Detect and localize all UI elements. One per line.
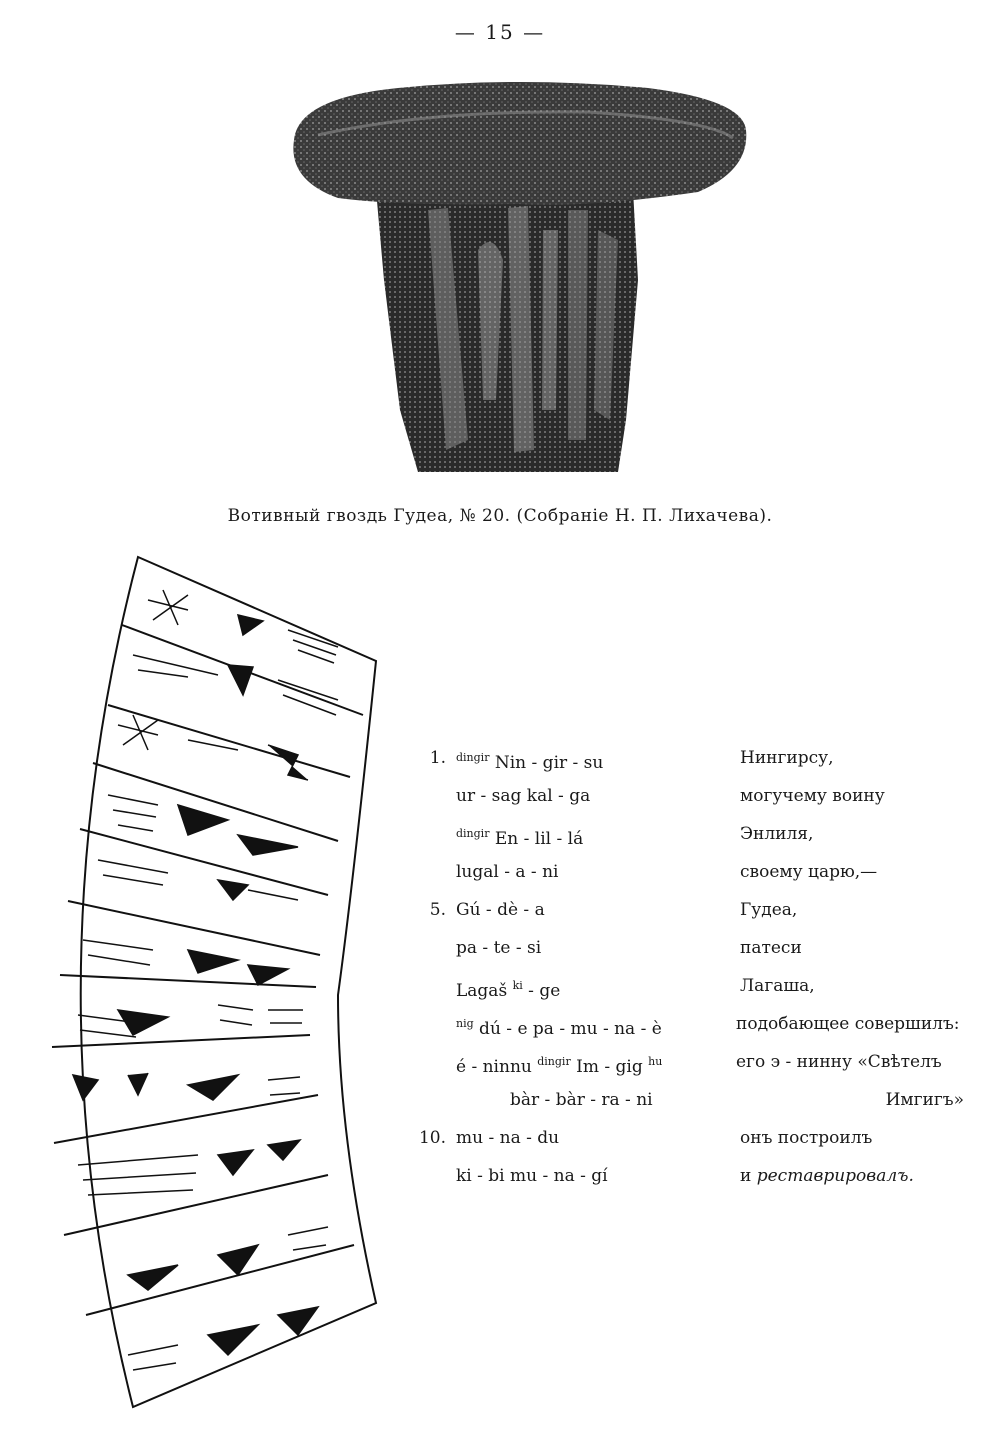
- transliteration: Lagaš $^{ki}$ - ge: [456, 979, 561, 1001]
- transliteration: ki - bi mu - na - gí: [456, 1166, 608, 1186]
- translation: Гудеа,: [740, 900, 798, 920]
- transliteration: $^{dingir}$ En - lil - lá: [456, 827, 584, 849]
- figure-caption: Вотивный гвоздь Гудеа, № 20. (Собраніе Н. П. Лихачева).: [227, 506, 773, 526]
- translation: своему царю,—: [740, 862, 878, 882]
- line-number: 10.: [418, 1128, 446, 1148]
- translation: онъ построилъ: [740, 1128, 873, 1148]
- line-number: 1.: [429, 748, 446, 768]
- transliteration: lugal - a - ni: [456, 862, 559, 882]
- translation: Энлиля,: [740, 824, 814, 844]
- votive-nail-photo: [288, 80, 748, 490]
- translation: могучему воину: [740, 786, 885, 806]
- page-number: — 15 —: [454, 20, 546, 44]
- translation: подобающее совершилъ:: [736, 1014, 960, 1034]
- translation: патеси: [740, 938, 802, 958]
- cuneiform-drawing: [38, 555, 383, 1415]
- transliteration: pa - te - si: [456, 938, 542, 958]
- line-number: 5.: [429, 900, 446, 920]
- translation: Лагаша,: [740, 976, 815, 996]
- transliteration: $^{nig}$ dú - e pa - mu - na - è: [456, 1017, 662, 1039]
- translation: и реставрировалъ.: [740, 1166, 914, 1186]
- translation: его э - нинну «Свѣтелъ: [736, 1052, 942, 1072]
- transliteration: bàr - bàr - ra - ni: [510, 1090, 653, 1110]
- translation: Нингирсу,: [740, 748, 834, 768]
- transliteration: ur - sag kal - ga: [456, 786, 591, 806]
- transliteration: Gú - dè - a: [456, 900, 545, 920]
- transliteration: mu - na - du: [456, 1128, 560, 1148]
- transliteration: é - ninnu $^{dingir}$ Im - gig $^{hu}$: [456, 1055, 663, 1077]
- translation: Имгигъ»: [885, 1090, 964, 1110]
- transliteration: $^{dingir}$ Nin - gir - su: [456, 751, 604, 773]
